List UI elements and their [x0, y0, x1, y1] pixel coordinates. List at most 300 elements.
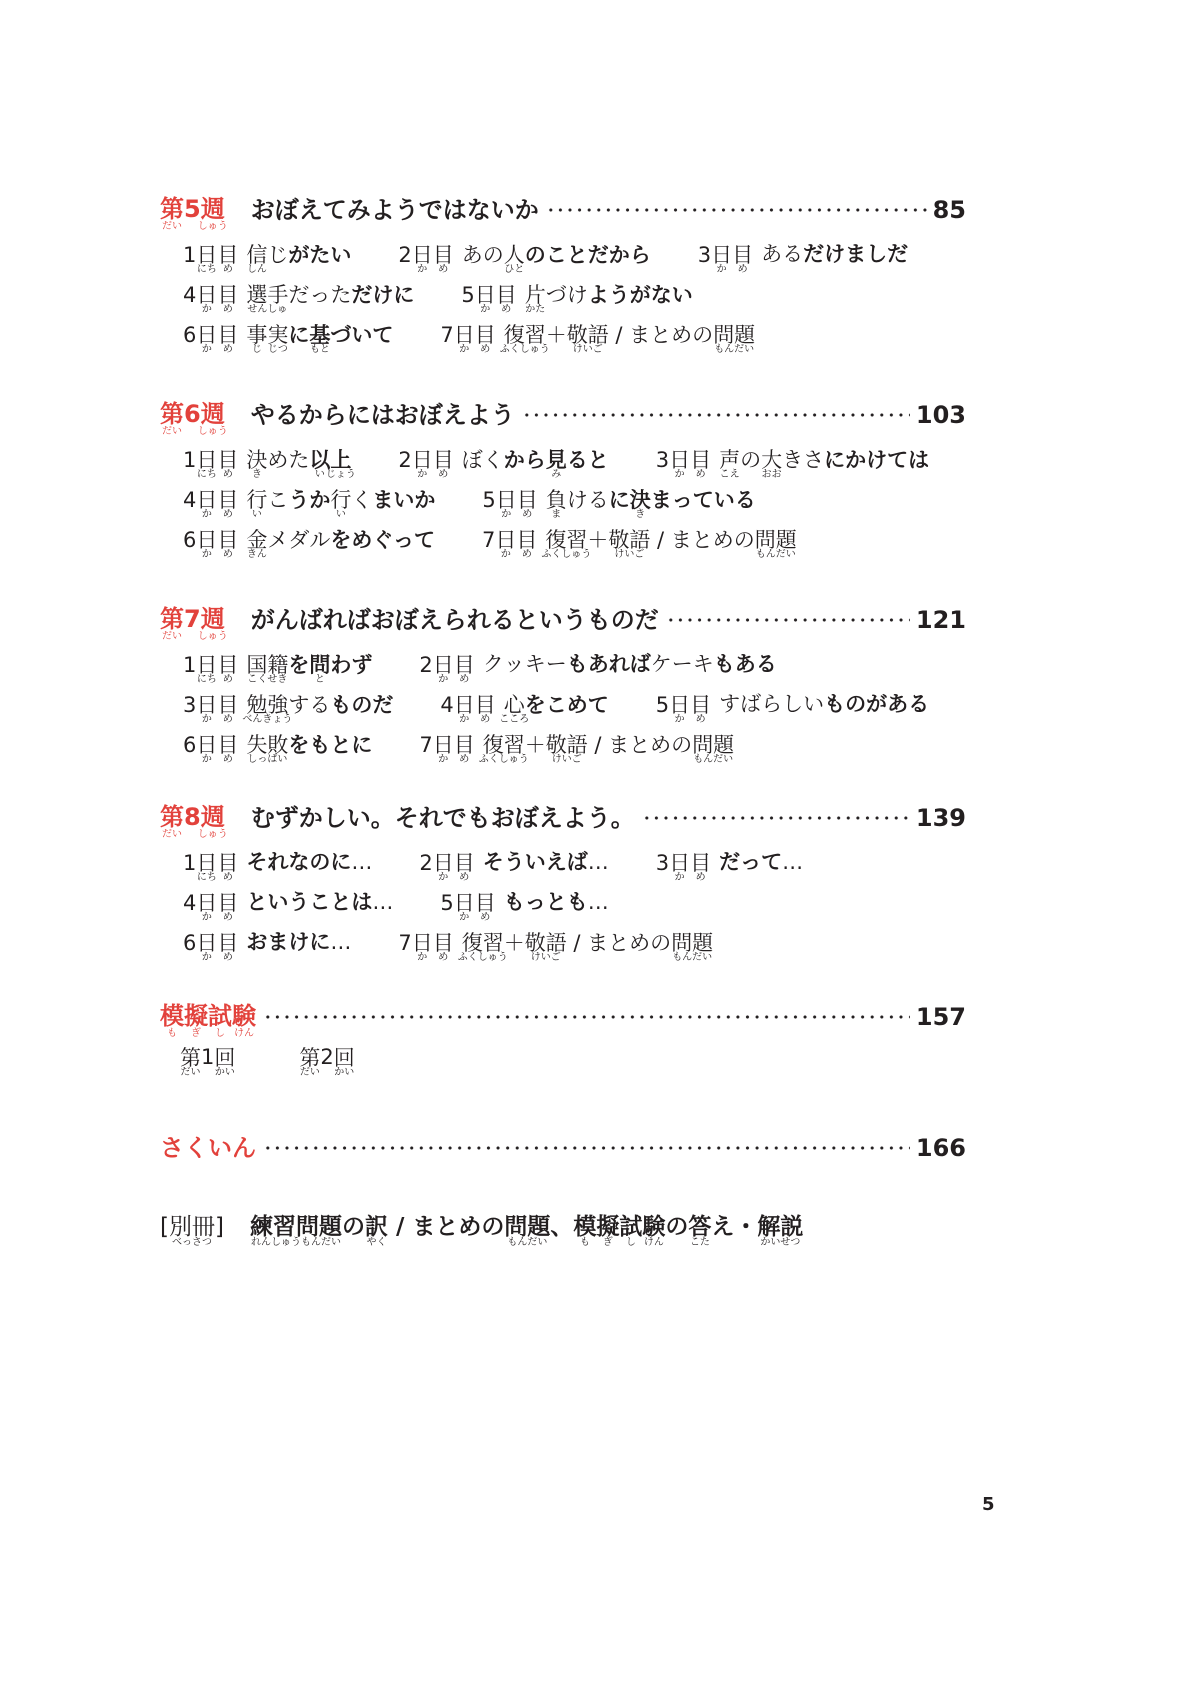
text-segment: ＋ — [524, 732, 546, 757]
ruby-word — [495, 527, 517, 561]
lesson-title — [246, 322, 394, 356]
text-segment: だけに — [351, 282, 415, 307]
ruby-base: 目 — [217, 692, 239, 717]
ruby-word — [249, 1213, 342, 1249]
ruby-base: 第 — [160, 605, 184, 634]
ruby-word — [642, 1213, 666, 1249]
text-segment: 4 — [183, 282, 197, 307]
ruby-reading: め — [222, 912, 233, 924]
toc-item — [655, 850, 804, 884]
toc-row — [183, 235, 966, 275]
lesson-title — [461, 242, 651, 276]
ruby-reading: もんだい — [672, 952, 713, 964]
mock-exam-list — [160, 1038, 966, 1078]
ruby-reading: め — [222, 952, 233, 964]
ruby-reading: もんだい — [693, 754, 734, 766]
ruby-base: 練習問題 — [249, 1213, 342, 1240]
ruby-reading: けいご — [530, 952, 561, 964]
ruby-reading: じょう — [325, 469, 356, 481]
ruby-base: 日 — [711, 242, 733, 267]
ruby-word — [669, 850, 691, 884]
text-segment: から — [503, 447, 546, 472]
ruby-word — [197, 605, 228, 642]
leader-dots — [666, 617, 910, 623]
ruby-word — [411, 447, 433, 481]
text-segment: ＋ — [503, 930, 525, 955]
day-label — [183, 242, 239, 276]
ruby-word — [196, 732, 218, 766]
text-segment: … — [782, 850, 804, 875]
ruby-base: 日 — [495, 487, 517, 512]
day-label — [419, 850, 475, 884]
toc-row — [183, 440, 966, 480]
ruby-word — [719, 447, 741, 481]
ruby-reading: め — [695, 714, 706, 726]
text-segment: / まとめの — [650, 527, 755, 552]
ruby-base: 復習 — [503, 322, 546, 347]
ruby-reading: と — [314, 674, 325, 686]
toc-item — [183, 527, 435, 561]
ruby-base: 験 — [232, 1002, 256, 1031]
ruby-word — [184, 1002, 208, 1039]
text-segment: をこめて — [524, 692, 609, 717]
toc-item — [440, 890, 609, 924]
text-segment: 5 — [440, 890, 454, 915]
ruby-base: 負 — [545, 487, 567, 512]
ruby-reading: じ — [251, 344, 262, 356]
ruby-reading: にち — [196, 469, 217, 481]
ruby-word — [217, 652, 239, 686]
ruby-word — [217, 242, 239, 276]
ruby-reading: かい — [214, 1067, 235, 1079]
ruby-word — [453, 652, 475, 686]
ruby-word — [246, 282, 289, 316]
ruby-word — [474, 692, 496, 726]
ruby-base: 日 — [196, 282, 218, 307]
ruby-base: 目 — [217, 930, 239, 955]
ruby-base: 日 — [453, 692, 475, 717]
text-segment: / まとめの — [587, 732, 693, 757]
ruby-reading: き — [635, 509, 646, 521]
ruby-reading: か — [417, 264, 428, 276]
ruby-word — [196, 652, 218, 686]
toc-item — [183, 930, 352, 964]
ruby-word — [690, 447, 712, 481]
ruby-word — [160, 803, 184, 840]
ruby-reading: ふくしゅう — [478, 754, 529, 766]
text-segment: / まとめの — [608, 322, 714, 347]
section-header — [160, 194, 966, 232]
text-segment: ける — [566, 487, 609, 512]
text-segment: 2 — [320, 1045, 334, 1070]
ruby-word — [669, 692, 691, 726]
ruby-base: 週 — [200, 400, 225, 429]
ruby-base: 答 — [688, 1213, 712, 1240]
toc-item — [183, 652, 373, 686]
bessatsu-line — [160, 1211, 966, 1249]
ruby-reading: か — [201, 549, 212, 561]
lesson-title — [246, 282, 415, 316]
ruby-base: 失敗 — [246, 732, 289, 757]
ruby-word — [432, 652, 454, 686]
ruby-reading: ぎ — [602, 1237, 613, 1249]
ruby-word — [196, 322, 218, 356]
ruby-base: 問 — [309, 652, 331, 677]
ruby-word — [196, 282, 218, 316]
ruby-reading: め — [459, 674, 470, 686]
text-segment: ケーキ — [650, 652, 714, 677]
lesson-title — [524, 282, 693, 316]
ruby-word — [474, 282, 496, 316]
ruby-word — [217, 447, 239, 481]
text-segment: 7 — [440, 322, 454, 347]
ruby-reading: だい — [162, 425, 182, 437]
text-segment: ＋ — [545, 322, 567, 347]
ruby-base: 日 — [411, 447, 433, 472]
text-segment: ると — [566, 447, 609, 472]
text-segment: に — [288, 322, 310, 347]
ruby-reading: けん — [643, 1237, 664, 1249]
text-segment: もっとも — [503, 890, 588, 915]
ruby-reading: き — [251, 469, 262, 481]
ruby-base: 復習 — [461, 930, 504, 955]
ruby-word — [217, 527, 239, 561]
ruby-word — [246, 652, 289, 686]
lesson-title — [504, 892, 609, 913]
day-label — [183, 652, 239, 686]
ruby-word — [495, 487, 517, 521]
ruby-word — [309, 322, 331, 356]
section-header — [160, 1132, 966, 1164]
ruby-base: 実 — [267, 322, 289, 347]
ruby-base: 目 — [217, 322, 239, 347]
ruby-reading: も — [167, 1027, 177, 1039]
ruby-reading: だい — [180, 1067, 201, 1079]
ruby-base: 日 — [196, 850, 218, 875]
ruby-base: 目 — [217, 527, 239, 552]
lesson-list — [160, 645, 966, 765]
lesson-title — [246, 242, 352, 276]
ruby-reading: か — [201, 754, 212, 766]
lesson-title — [457, 930, 714, 964]
ruby-reading: せんしゅ — [247, 304, 288, 316]
section-title: むずかしい。それでもおぼえよう。 — [250, 804, 635, 832]
text-segment: 2 — [419, 652, 433, 677]
page-number-ref: 121 — [915, 606, 966, 634]
ruby-word — [325, 447, 356, 481]
ruby-reading: こくせき — [247, 674, 288, 686]
ruby-word — [246, 322, 268, 356]
ruby-base: 心 — [503, 692, 525, 717]
ruby-reading: い — [251, 509, 262, 521]
ruby-reading: め — [222, 754, 233, 766]
text-segment: 6 — [183, 322, 197, 347]
toc-item — [183, 282, 415, 316]
ruby-reading: かた — [525, 304, 546, 316]
text-segment: 4 — [183, 487, 197, 512]
ruby-base: 日 — [196, 242, 218, 267]
ruby-base: 目 — [432, 447, 454, 472]
ruby-reading: しゅう — [197, 630, 228, 642]
ruby-base: 目 — [432, 242, 454, 267]
section-week-7 — [160, 604, 966, 765]
ruby-base: 第 — [160, 803, 184, 832]
ruby-base: 日 — [196, 890, 218, 915]
ruby-word — [333, 1045, 355, 1079]
day-label — [183, 890, 239, 924]
ruby-word — [180, 1045, 201, 1079]
ruby-base: 試 — [208, 1002, 232, 1031]
ruby-reading: だい — [299, 1067, 320, 1079]
ruby-reading: め — [695, 469, 706, 481]
bessatsu-text — [249, 1213, 804, 1249]
ruby-word — [692, 732, 735, 766]
day-label — [183, 447, 239, 481]
text-segment: に — [608, 487, 630, 512]
ruby-reading: けん — [234, 1027, 254, 1039]
day-label — [398, 447, 454, 481]
text-segment: 6 — [183, 527, 197, 552]
ruby-reading: か — [480, 304, 491, 316]
leader-dots — [263, 1014, 910, 1020]
ruby-base: 第 — [180, 1045, 201, 1070]
toc-item — [440, 322, 756, 356]
ruby-base: 日 — [669, 447, 691, 472]
ruby-base: 擬 — [184, 1002, 208, 1031]
lesson-title — [719, 852, 803, 873]
text-segment: 5 — [461, 282, 475, 307]
day-label — [398, 242, 454, 276]
page-number-ref: 103 — [915, 401, 966, 429]
page-number-ref: 139 — [915, 804, 966, 832]
toc-item — [697, 242, 909, 276]
toc-row — [183, 685, 966, 725]
ruby-word — [160, 195, 184, 232]
ruby-reading: もんだい — [507, 1237, 548, 1249]
ruby-base: 目 — [516, 487, 538, 512]
lesson-title — [541, 527, 797, 561]
ruby-reading: め — [521, 549, 532, 561]
ruby-base: 週 — [200, 195, 225, 224]
ruby-base: 日 — [495, 527, 517, 552]
toc-row — [183, 725, 966, 765]
text-segment: をもとに — [288, 732, 373, 757]
ruby-base: 行 — [246, 487, 268, 512]
ruby-base: 目 — [217, 850, 239, 875]
text-segment: 2 — [419, 850, 433, 875]
ruby-word — [495, 282, 517, 316]
ruby-reading: め — [438, 952, 449, 964]
ruby-word — [453, 890, 475, 924]
text-segment: すばらしい — [719, 692, 825, 717]
ruby-word — [411, 930, 433, 964]
toc-item — [183, 242, 352, 276]
ruby-base: 目 — [217, 487, 239, 512]
text-segment: 4 — [440, 692, 454, 717]
ruby-word — [619, 1213, 643, 1249]
ruby-base: 日 — [411, 930, 433, 955]
text-segment: まっている — [650, 487, 756, 512]
text-segment: 6 — [183, 732, 197, 757]
text-segment: 7 — [184, 605, 201, 634]
text-segment: する — [288, 692, 331, 717]
ruby-reading: きん — [246, 549, 267, 561]
text-segment: だって — [719, 850, 783, 875]
ruby-reading: か — [501, 509, 512, 521]
text-segment: の — [341, 1213, 365, 1240]
ruby-base: 以 — [309, 447, 331, 472]
lesson-title — [242, 692, 394, 726]
day-label — [482, 487, 538, 521]
ruby-reading: し — [215, 1027, 225, 1039]
text-segment: 5 — [482, 487, 496, 512]
ruby-base: 事 — [246, 322, 268, 347]
ruby-base: 目 — [217, 732, 239, 757]
ruby-word — [545, 487, 567, 521]
ruby-base: 験 — [642, 1213, 666, 1240]
ruby-reading: か — [438, 872, 449, 884]
text-segment: 4 — [183, 890, 197, 915]
ruby-base: 日 — [432, 732, 454, 757]
ruby-word — [217, 930, 239, 964]
ruby-base: 目 — [516, 527, 538, 552]
ruby-word — [713, 322, 756, 356]
lesson-title — [246, 892, 393, 913]
ruby-reading: か — [674, 872, 685, 884]
ruby-reading: め — [438, 264, 449, 276]
ruby-word — [196, 930, 218, 964]
toc-row — [183, 843, 966, 883]
ruby-base: 日 — [196, 322, 218, 347]
text-segment: ものがある — [824, 692, 930, 717]
text-segment: わず — [330, 652, 373, 677]
text-segment: きさ — [782, 447, 825, 472]
ruby-word — [246, 242, 268, 276]
text-segment: もある — [713, 652, 777, 677]
ruby-base: 試 — [619, 1213, 643, 1240]
text-segment: 1 — [201, 1045, 215, 1070]
ruby-word — [196, 447, 218, 481]
toc-item — [183, 692, 394, 726]
ruby-reading: にち — [196, 872, 217, 884]
ruby-reading: か — [459, 912, 470, 924]
ruby-reading: め — [522, 509, 533, 521]
text-segment: 5 — [655, 692, 670, 717]
lesson-title — [246, 932, 351, 953]
section-title: がんばればおぼえられるというものだ — [250, 606, 659, 634]
ruby-reading: けいご — [551, 754, 582, 766]
section-header — [160, 604, 966, 642]
day-label — [481, 527, 538, 561]
week-label — [160, 803, 228, 840]
text-segment: あの — [461, 242, 504, 267]
ruby-reading: か — [201, 714, 212, 726]
toc-row — [180, 1038, 966, 1078]
text-segment: うか — [288, 487, 331, 512]
ruby-word — [453, 692, 475, 726]
ruby-word — [566, 322, 609, 356]
text-segment: [ — [160, 1213, 169, 1240]
ruby-reading: べっさつ — [171, 1237, 212, 1249]
day-label — [461, 282, 517, 316]
ruby-reading: め — [480, 344, 491, 356]
toc-item — [419, 652, 777, 686]
lesson-title — [483, 654, 777, 675]
ruby-base: 目 — [217, 447, 239, 472]
ruby-word — [688, 1213, 712, 1249]
ruby-reading: か — [201, 344, 212, 356]
ruby-base: 目 — [474, 890, 496, 915]
ruby-base: 擬 — [596, 1213, 620, 1240]
ruby-reading: やく — [366, 1237, 387, 1249]
ruby-base: 日 — [669, 850, 691, 875]
ruby-reading: ふくしゅう — [499, 344, 550, 356]
ruby-base: 片 — [524, 282, 546, 307]
ruby-word — [516, 527, 538, 561]
ruby-reading: か — [201, 952, 212, 964]
ruby-base: 訳 — [364, 1213, 388, 1240]
ruby-reading: か — [438, 754, 449, 766]
ruby-reading: め — [222, 714, 233, 726]
ruby-word — [474, 322, 496, 356]
text-segment: … — [587, 850, 609, 875]
text-segment: の — [665, 1213, 689, 1240]
ruby-word — [246, 447, 268, 481]
ruby-word — [690, 850, 712, 884]
toc-item — [419, 732, 735, 766]
leader-dots — [546, 207, 927, 213]
ruby-base: 目 — [217, 282, 239, 307]
text-segment: 1 — [183, 447, 197, 472]
ruby-base: 目 — [453, 732, 475, 757]
toc-item — [183, 850, 373, 884]
ruby-base: 国籍 — [246, 652, 289, 677]
ruby-base: 第 — [160, 195, 184, 224]
ruby-base: 行 — [330, 487, 352, 512]
day-label — [183, 487, 239, 521]
text-segment: / まとめの — [566, 930, 672, 955]
ruby-word — [246, 487, 268, 521]
ruby-reading: い — [314, 469, 325, 481]
ruby-base: 金 — [246, 527, 268, 552]
ruby-reading: か — [201, 304, 212, 316]
mock-exam-round-1 — [180, 1045, 236, 1079]
text-segment: ようがない — [587, 282, 693, 307]
ruby-word — [299, 1045, 321, 1079]
ruby-word — [246, 527, 268, 561]
ruby-reading: か — [674, 714, 685, 726]
day-label — [183, 282, 239, 316]
text-segment: 3 — [183, 692, 197, 717]
day-label — [183, 732, 239, 766]
toc-item — [481, 527, 797, 561]
ruby-base: 日 — [196, 527, 218, 552]
ruby-word — [196, 242, 218, 276]
ruby-reading: にち — [196, 264, 217, 276]
ruby-word — [541, 527, 592, 561]
ruby-word — [732, 242, 754, 276]
ruby-word — [217, 282, 239, 316]
ruby-word — [364, 1213, 388, 1249]
ruby-word — [761, 447, 783, 481]
text-segment: 、 — [550, 1213, 574, 1240]
text-segment: だった — [288, 282, 352, 307]
ruby-base: 日 — [196, 652, 218, 677]
ruby-word — [474, 890, 496, 924]
week-label — [160, 605, 228, 642]
ruby-base: 人 — [503, 242, 525, 267]
ruby-reading: しっぱい — [247, 754, 288, 766]
